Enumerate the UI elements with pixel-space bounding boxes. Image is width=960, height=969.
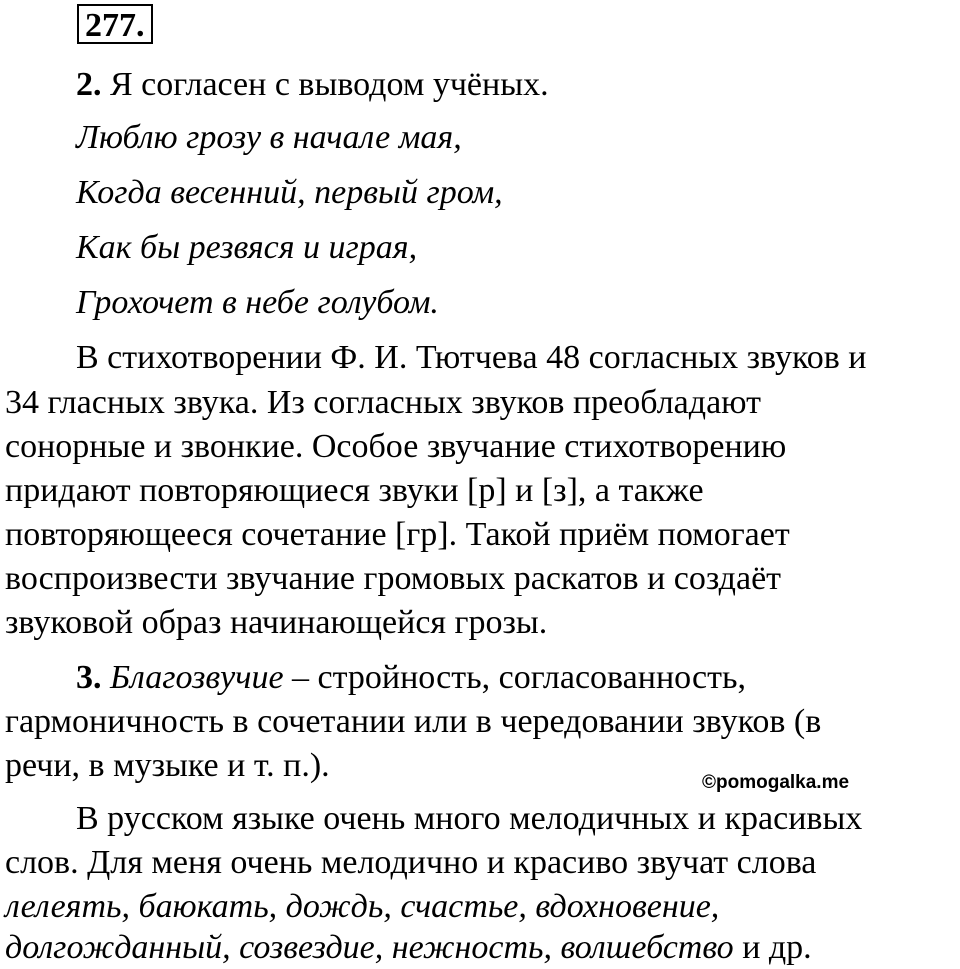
definition-term: Благозвучие	[110, 659, 284, 696]
intro-text: Я согласен с выводом учёных.	[101, 66, 549, 103]
words-list-end: долгожданный, созвездие, нежность, волшебство	[5, 929, 734, 966]
item-number-2: 2.	[76, 66, 102, 103]
paragraph-2-intro	[76, 63, 549, 106]
poem-line: Когда весенний, первый гром,	[76, 174, 503, 211]
words-paragraph-line: слов. Для меня очень мелодично и красиво звучат слова	[5, 844, 817, 881]
task-number: 277.	[77, 4, 153, 44]
definition-text: – стройность, согласованность,	[283, 659, 746, 696]
watermark: ©pomogalka.me	[702, 772, 850, 793]
words-paragraph-line: лелеять, баюкать, дождь, счастье, вдохновение,	[5, 888, 720, 925]
analysis-line: воспроизвести звучание громовых раскатов и создаёт	[5, 560, 782, 597]
definition-line: речи, в музыке и т. п.).	[5, 747, 330, 784]
analysis-line: повторяющееся сочетание [гр]. Такой приём помогает	[5, 516, 790, 553]
words-paragraph-line: В русском языке очень много мелодичных и красивых	[76, 800, 863, 837]
analysis-line: В стихотворении Ф. И. Тютчева 48 согласных звуков и	[76, 339, 867, 376]
analysis-line: 34 гласных звука. Из согласных звуков преобладают	[5, 384, 761, 421]
poem-line: Как бы резвяся и играя,	[76, 229, 418, 266]
definition-line: гармоничность в сочетании или в чередовании звуков (в	[5, 703, 822, 740]
words-paragraph-line	[5, 926, 812, 969]
analysis-line: придают повторяющиеся звуки [р] и [з], а также	[5, 472, 704, 509]
analysis-line: звуковой образ начинающейся грозы.	[5, 604, 548, 641]
definition-line	[76, 656, 746, 699]
poem-line: Люблю грозу в начале мая,	[76, 119, 462, 156]
words-tail: и др.	[733, 929, 812, 966]
analysis-line: сонорные и звонкие. Особое звучание стихотворению	[5, 428, 787, 465]
poem-line: Грохочет в небе голубом.	[76, 284, 439, 321]
item-number-3: 3.	[76, 659, 102, 696]
